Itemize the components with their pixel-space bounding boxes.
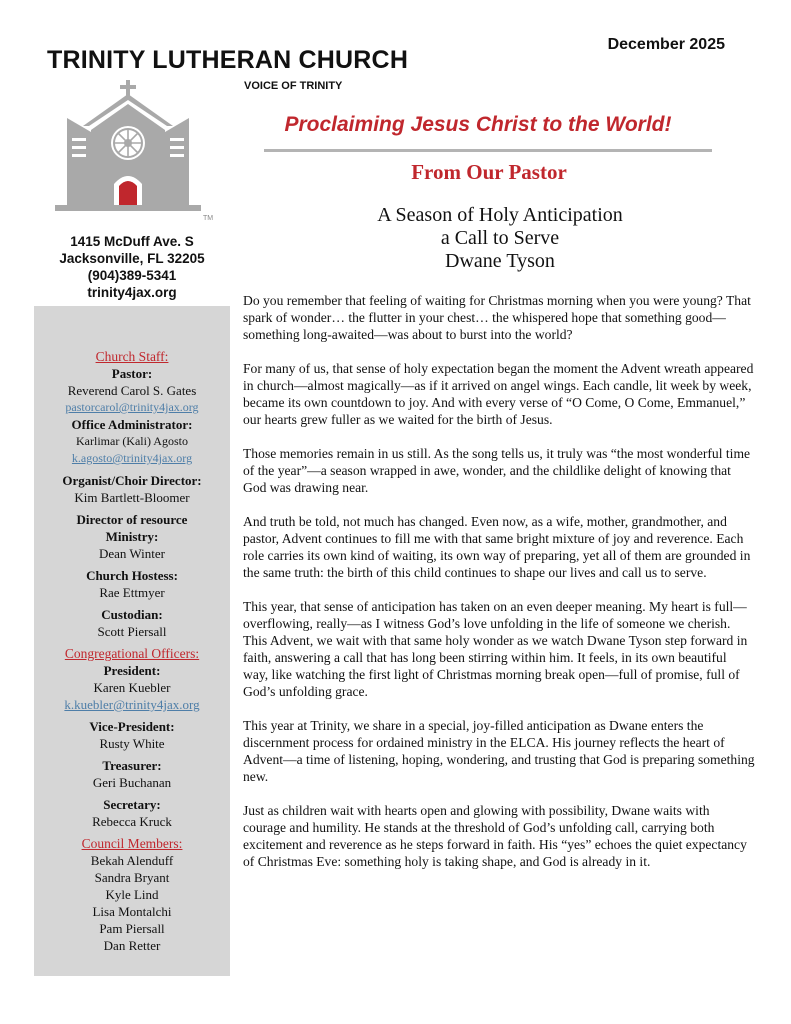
custodian-name: Scott Piersall (97, 624, 167, 639)
organist-role: Organist/Choir Director: (62, 473, 202, 488)
article-title-line: A Season of Holy Anticipation (377, 204, 623, 226)
hostess-role: Church Hostess: (86, 568, 178, 583)
resource-director-name: Dean Winter (98, 546, 165, 561)
council-member: Bekah Alenduff (90, 853, 174, 868)
article-body (243, 292, 755, 887)
treasurer-role: Treasurer: (102, 758, 162, 773)
council-member: Pam Piersall (99, 921, 165, 936)
hostess-name: Rae Ettmyer (99, 585, 165, 600)
article-paragraph: This year at Trinity, we share in a special, joy-filled anticipation as Dwane enters the discernment process for ordained ministry in the ELCA. His journey reflects the heart of Advent—a time of listening, hoping, wondering, and trusting that God is preparing something new. (243, 718, 755, 784)
article-title-line: a Call to Serve (440, 227, 560, 249)
website-link[interactable]: trinity4jax.org (87, 285, 177, 300)
city-address: Jacksonville, FL 32205 (59, 251, 205, 266)
contact-block (34, 233, 230, 301)
secretary-name: Rebecca Kruck (92, 814, 172, 829)
custodian-role: Custodian: (101, 607, 163, 622)
tagline: Proclaiming Jesus Christ to the World! (284, 113, 672, 136)
treasurer-name: Geri Buchanan (92, 775, 172, 790)
council-member: Dan Retter (103, 938, 161, 953)
president-email-link[interactable]: k.kuebler@trinity4jax.org (64, 697, 200, 712)
logo-trademark: TM (203, 215, 214, 222)
secretary-role: Secretary: (103, 797, 161, 812)
pastor-role: Pastor: (111, 366, 153, 381)
vice-president-name: Rusty White (99, 736, 165, 751)
church-logo (47, 80, 227, 230)
council-heading: Council Members: (81, 836, 183, 851)
section-heading: From Our Pastor (411, 160, 567, 184)
council-member: Lisa Montalchi (92, 904, 172, 919)
council-member: Kyle Lind (105, 887, 159, 902)
organist-name: Kim Bartlett-Bloomer (74, 490, 190, 505)
masthead-title: TRINITY LUTHERAN CHURCH (47, 46, 409, 74)
council-member: Sandra Bryant (94, 870, 170, 885)
resource-director-role-line: Director of resource (76, 512, 188, 527)
rose-window-icon (111, 126, 145, 160)
church-staff-heading: Church Staff: (95, 349, 169, 364)
article-paragraph: Do you remember that feeling of waiting for Christmas morning when you were young? That spark of wonder… the flutter in your chest… the whispered hope that something good—something long-awaited—was about to burst into the world? (243, 293, 751, 342)
phone-number: (904)389-5341 (87, 268, 177, 283)
article-title-line: Dwane Tyson (445, 250, 555, 272)
vice-president-role: Vice-President: (89, 719, 175, 734)
street-address: 1415 McDuff Ave. S (70, 234, 194, 249)
staff-sidebar (34, 306, 230, 976)
office-admin-name: Karlimar (Kali) Agosto (76, 434, 188, 448)
tagline-divider (264, 149, 712, 152)
church-door-icon (114, 176, 142, 205)
president-name: Karen Kuebler (93, 680, 171, 695)
resource-director-role-line: Ministry: (105, 529, 159, 544)
office-admin-role: Office Administrator: (71, 417, 193, 432)
article-paragraph: Those memories remain in us still. As the song tells us, it truly was “the most wonderful time of the year”—a season wrapped in awe, wonder, and the childlike delight of knowing that God was drawing near. (243, 446, 751, 495)
newsletter-name: VOICE OF TRINITY (244, 80, 343, 92)
president-role: President: (103, 663, 161, 678)
pastor-name: Reverend Carol S. Gates (67, 383, 197, 398)
article-paragraph: Just as children wait with hearts open and glowing with possibility, Dwane waits with courage and humility. He stands at the threshold of God’s unfolding call, carrying both excitement and reverence as he steps forward in faith. His “yes” echoes the quiet expectancy of Christmas Eve: something holy is taking shape, and God is already in it. (243, 803, 747, 869)
issue-date: December 2025 (607, 36, 725, 53)
office-admin-email-link[interactable]: k.agosto@trinity4jax.org (71, 451, 193, 465)
article-paragraph: For many of us, that sense of holy expectation began the moment the Advent wreath appeared in church—almost magically—as if it arrived on angel wings. Each candle, lit week by week, became its own countdown to joy. And with every verse of “O Come, O Come, Emmanuel,” our hearts grew fuller as we waited for the birth of Jesus. (243, 361, 754, 427)
officers-heading: Congregational Officers: (64, 646, 200, 661)
article-paragraph: This year, that sense of anticipation has taken on an even deeper meaning. My heart is full—overflowing, really—as I witness God’s love unfolding in the life of someone we cherish. This Advent, we wait with that same holy wonder as we watch Dwane Tyson step forward in faith, answering a call that has long been stirring within him. It feels, in its own beautiful way, like watching the first light of Christmas morning break open—full of promise, full of God’s unfolding grace. (243, 599, 748, 699)
pastor-email-link[interactable]: pastorcarol@trinity4jax.org (65, 400, 199, 414)
resource-director-role (34, 511, 230, 545)
article-paragraph: And truth be told, not much has changed. Even now, as a wife, mother, grandmother, and pastor, Advent continues to fill me with that same bright mixture of joy and reverence. Each role carries its own kind of waiting, its own way of preparing, yet all of them are grounded in the same truth: the birth of this child continues to shape our lives and call us to serve. (243, 514, 751, 580)
article-title (244, 204, 756, 273)
